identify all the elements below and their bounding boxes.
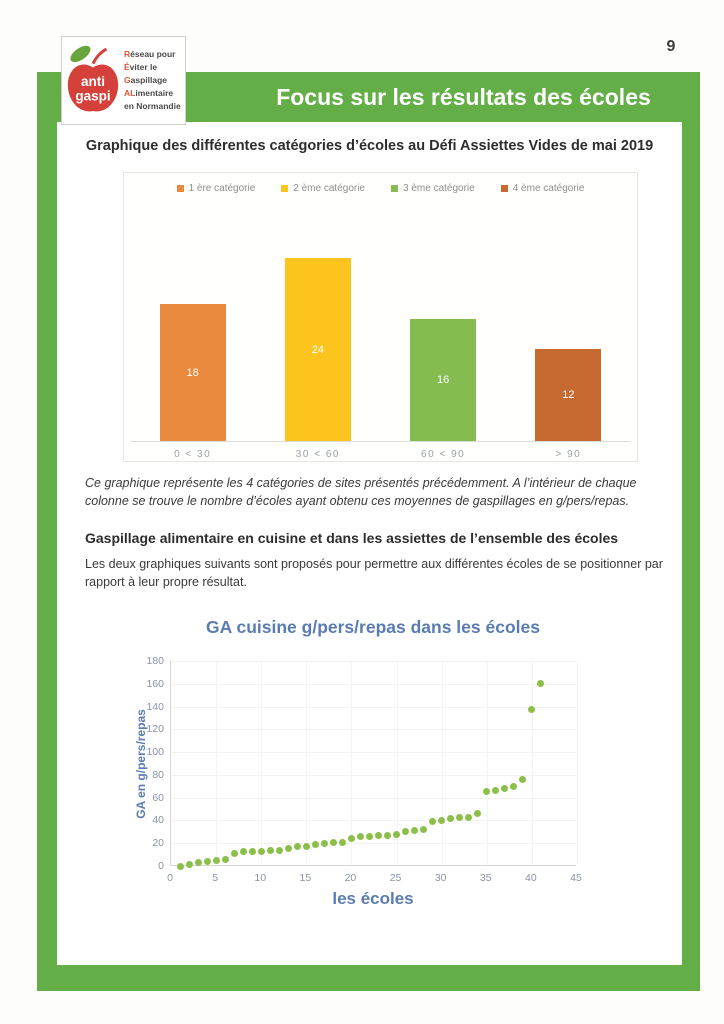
scatter-point — [438, 817, 445, 824]
gridline — [306, 661, 307, 865]
scatter-point — [375, 832, 382, 839]
legend-swatch-icon — [501, 185, 508, 192]
page-frame — [37, 72, 700, 991]
y-axis-tick-label: 0 — [158, 860, 164, 872]
scatter-chart-title: GA cuisine g/pers/repas dans les écoles — [206, 617, 540, 637]
y-axis-tick-label: 20 — [152, 837, 164, 850]
scatter-point — [483, 788, 490, 795]
x-axis-tick-label: 45 — [570, 872, 582, 884]
logo-tagline-line: en Normandie — [124, 101, 181, 111]
bar-value-label: 12 — [562, 389, 575, 401]
legend-label: 4 ème catégorie — [512, 183, 585, 194]
y-axis-tick-label: 40 — [152, 814, 164, 827]
gridline — [171, 843, 576, 844]
x-axis-tick-label: 15 — [299, 872, 312, 884]
bar-category-label: > 90 — [555, 449, 582, 460]
scatter-point — [249, 848, 256, 855]
scatter-point — [393, 831, 400, 838]
scatter-point — [339, 839, 346, 846]
scatter-point — [465, 814, 472, 821]
bar-category-label: 30 < 60 — [295, 449, 340, 460]
scatter-point — [222, 856, 229, 863]
legend-label: 1 ère catégorie — [188, 183, 256, 194]
scatter-point — [447, 815, 454, 822]
scatter-point — [357, 833, 364, 840]
legend-item — [177, 183, 256, 194]
bar-chart-category-axis — [130, 449, 631, 460]
scatter-y-axis-label: GA en g/pers/repas — [134, 709, 148, 819]
x-axis-tick-label: 30 — [434, 872, 447, 884]
gridline — [171, 752, 576, 753]
legend-item — [391, 183, 475, 194]
scatter-point — [411, 827, 418, 834]
scatter-point — [321, 840, 328, 847]
gridline — [171, 820, 576, 821]
scatter-point — [177, 863, 184, 870]
page-number: 9 — [666, 38, 676, 55]
x-axis-tick-label: 35 — [479, 872, 492, 884]
gridline — [577, 661, 578, 865]
gridline — [532, 661, 533, 865]
legend-item — [501, 183, 585, 194]
scatter-point — [303, 843, 310, 850]
bar — [160, 304, 226, 441]
logo-word-gaspi: gaspi — [75, 87, 111, 103]
scatter-point — [429, 818, 436, 825]
scatter-point — [294, 843, 301, 850]
scatter-plot-area — [170, 661, 576, 866]
page-content — [57, 122, 682, 965]
legend-label: 3 ème catégorie — [403, 183, 475, 194]
scatter-chart — [57, 617, 682, 927]
gridline — [261, 661, 262, 865]
scatter-point — [276, 847, 283, 854]
section2-heading: Gaspillage alimentaire en cuisine et dans les assiettes de l’ensemble des écoles — [85, 530, 619, 546]
scatter-point — [537, 680, 544, 687]
gridline — [442, 661, 443, 865]
logo-tagline-line: Gaspillage — [124, 75, 168, 85]
scatter-point — [528, 706, 535, 713]
page-header-title: Focus sur les résultats des écoles — [276, 84, 651, 110]
legend-label: 2 ème catégorie — [293, 183, 365, 194]
bar — [535, 349, 601, 441]
scatter-point — [420, 826, 427, 833]
gridline — [171, 798, 576, 799]
scatter-point — [456, 814, 463, 821]
x-axis-tick-label: 5 — [212, 872, 219, 884]
legend-swatch-icon — [281, 185, 288, 192]
gridline — [171, 775, 576, 776]
scatter-x-axis-label: les écoles — [332, 889, 414, 908]
scatter-point — [213, 857, 220, 864]
scatter-point — [510, 783, 517, 790]
bar — [285, 258, 351, 441]
scatter-point — [348, 835, 355, 842]
bar-value-label: 18 — [186, 366, 199, 379]
scatter-point — [186, 861, 193, 868]
scatter-point — [330, 839, 337, 846]
gridline — [171, 661, 576, 662]
section1-title: Graphique des différentes catégories d’écoles au Défi Assiettes Vides de mai 2019 — [85, 138, 654, 154]
y-axis-tick-label: 160 — [146, 677, 164, 690]
x-axis-tick-label: 10 — [254, 872, 267, 884]
scatter-point — [519, 776, 526, 783]
scatter-point — [492, 787, 499, 794]
scatter-point — [258, 848, 265, 855]
scatter-point — [204, 858, 211, 865]
x-axis-tick-label: 25 — [389, 872, 402, 884]
gridline — [171, 729, 576, 730]
bar — [410, 319, 476, 441]
x-axis-tick-label: 20 — [344, 872, 357, 884]
scatter-point — [312, 841, 319, 848]
gridline — [216, 661, 217, 865]
scatter-point — [285, 845, 292, 852]
scatter-point — [231, 850, 238, 857]
x-axis-tick-label: 0 — [167, 872, 173, 884]
scatter-point — [384, 832, 391, 839]
scatter-point — [366, 833, 373, 840]
y-axis-tick-label: 80 — [152, 768, 164, 781]
section1-caption: Ce graphique représente les 4 catégories de sites présentés précédemment. A l’intérieur de chaque colonne se trouve le nombre d’écoles ayant obtenu ces moyennes de gaspillages en g/pers/repas. — [85, 476, 637, 509]
y-axis-tick-label: 180 — [146, 655, 164, 667]
y-axis-tick-label: 60 — [152, 791, 164, 804]
apple-logo-icon — [64, 41, 122, 121]
logo-word-anti: anti — [80, 73, 106, 89]
bar-chart — [123, 172, 638, 462]
bar-chart-plot-area — [130, 209, 631, 442]
logo-tagline — [122, 48, 182, 113]
legend-swatch-icon — [177, 185, 184, 192]
section2-body: Les deux graphiques suivants sont proposés pour permettre aux différentes écoles de se positionner par rapport à leur propre résultat. — [85, 557, 663, 590]
logo-tagline-line: Éviter le — [124, 62, 158, 72]
scatter-point — [267, 847, 274, 854]
scatter-point — [240, 848, 247, 855]
antigaspi-logo — [61, 36, 186, 125]
gridline — [487, 661, 488, 865]
x-axis-tick-label: 40 — [525, 872, 537, 884]
gridline — [171, 684, 576, 685]
logo-tagline-line: Réseau pour — [124, 49, 176, 59]
legend-item — [281, 183, 365, 194]
logo-tagline-line: ALimentaire — [124, 88, 174, 98]
bar-value-label: 24 — [311, 343, 324, 356]
y-axis-tick-label: 140 — [146, 700, 164, 713]
scatter-point — [402, 828, 409, 835]
gridline — [171, 707, 576, 708]
y-axis-tick-label: 120 — [146, 723, 164, 736]
scatter-point — [501, 785, 508, 792]
bar-category-label: 60 < 90 — [421, 449, 466, 460]
bar-category-label: 0 < 30 — [174, 449, 212, 460]
legend-swatch-icon — [391, 185, 398, 192]
scatter-point — [195, 859, 202, 866]
y-axis-tick-label: 100 — [146, 746, 164, 759]
bar-chart-legend — [124, 183, 637, 194]
scatter-point — [474, 810, 481, 817]
bar-value-label: 16 — [437, 374, 450, 386]
